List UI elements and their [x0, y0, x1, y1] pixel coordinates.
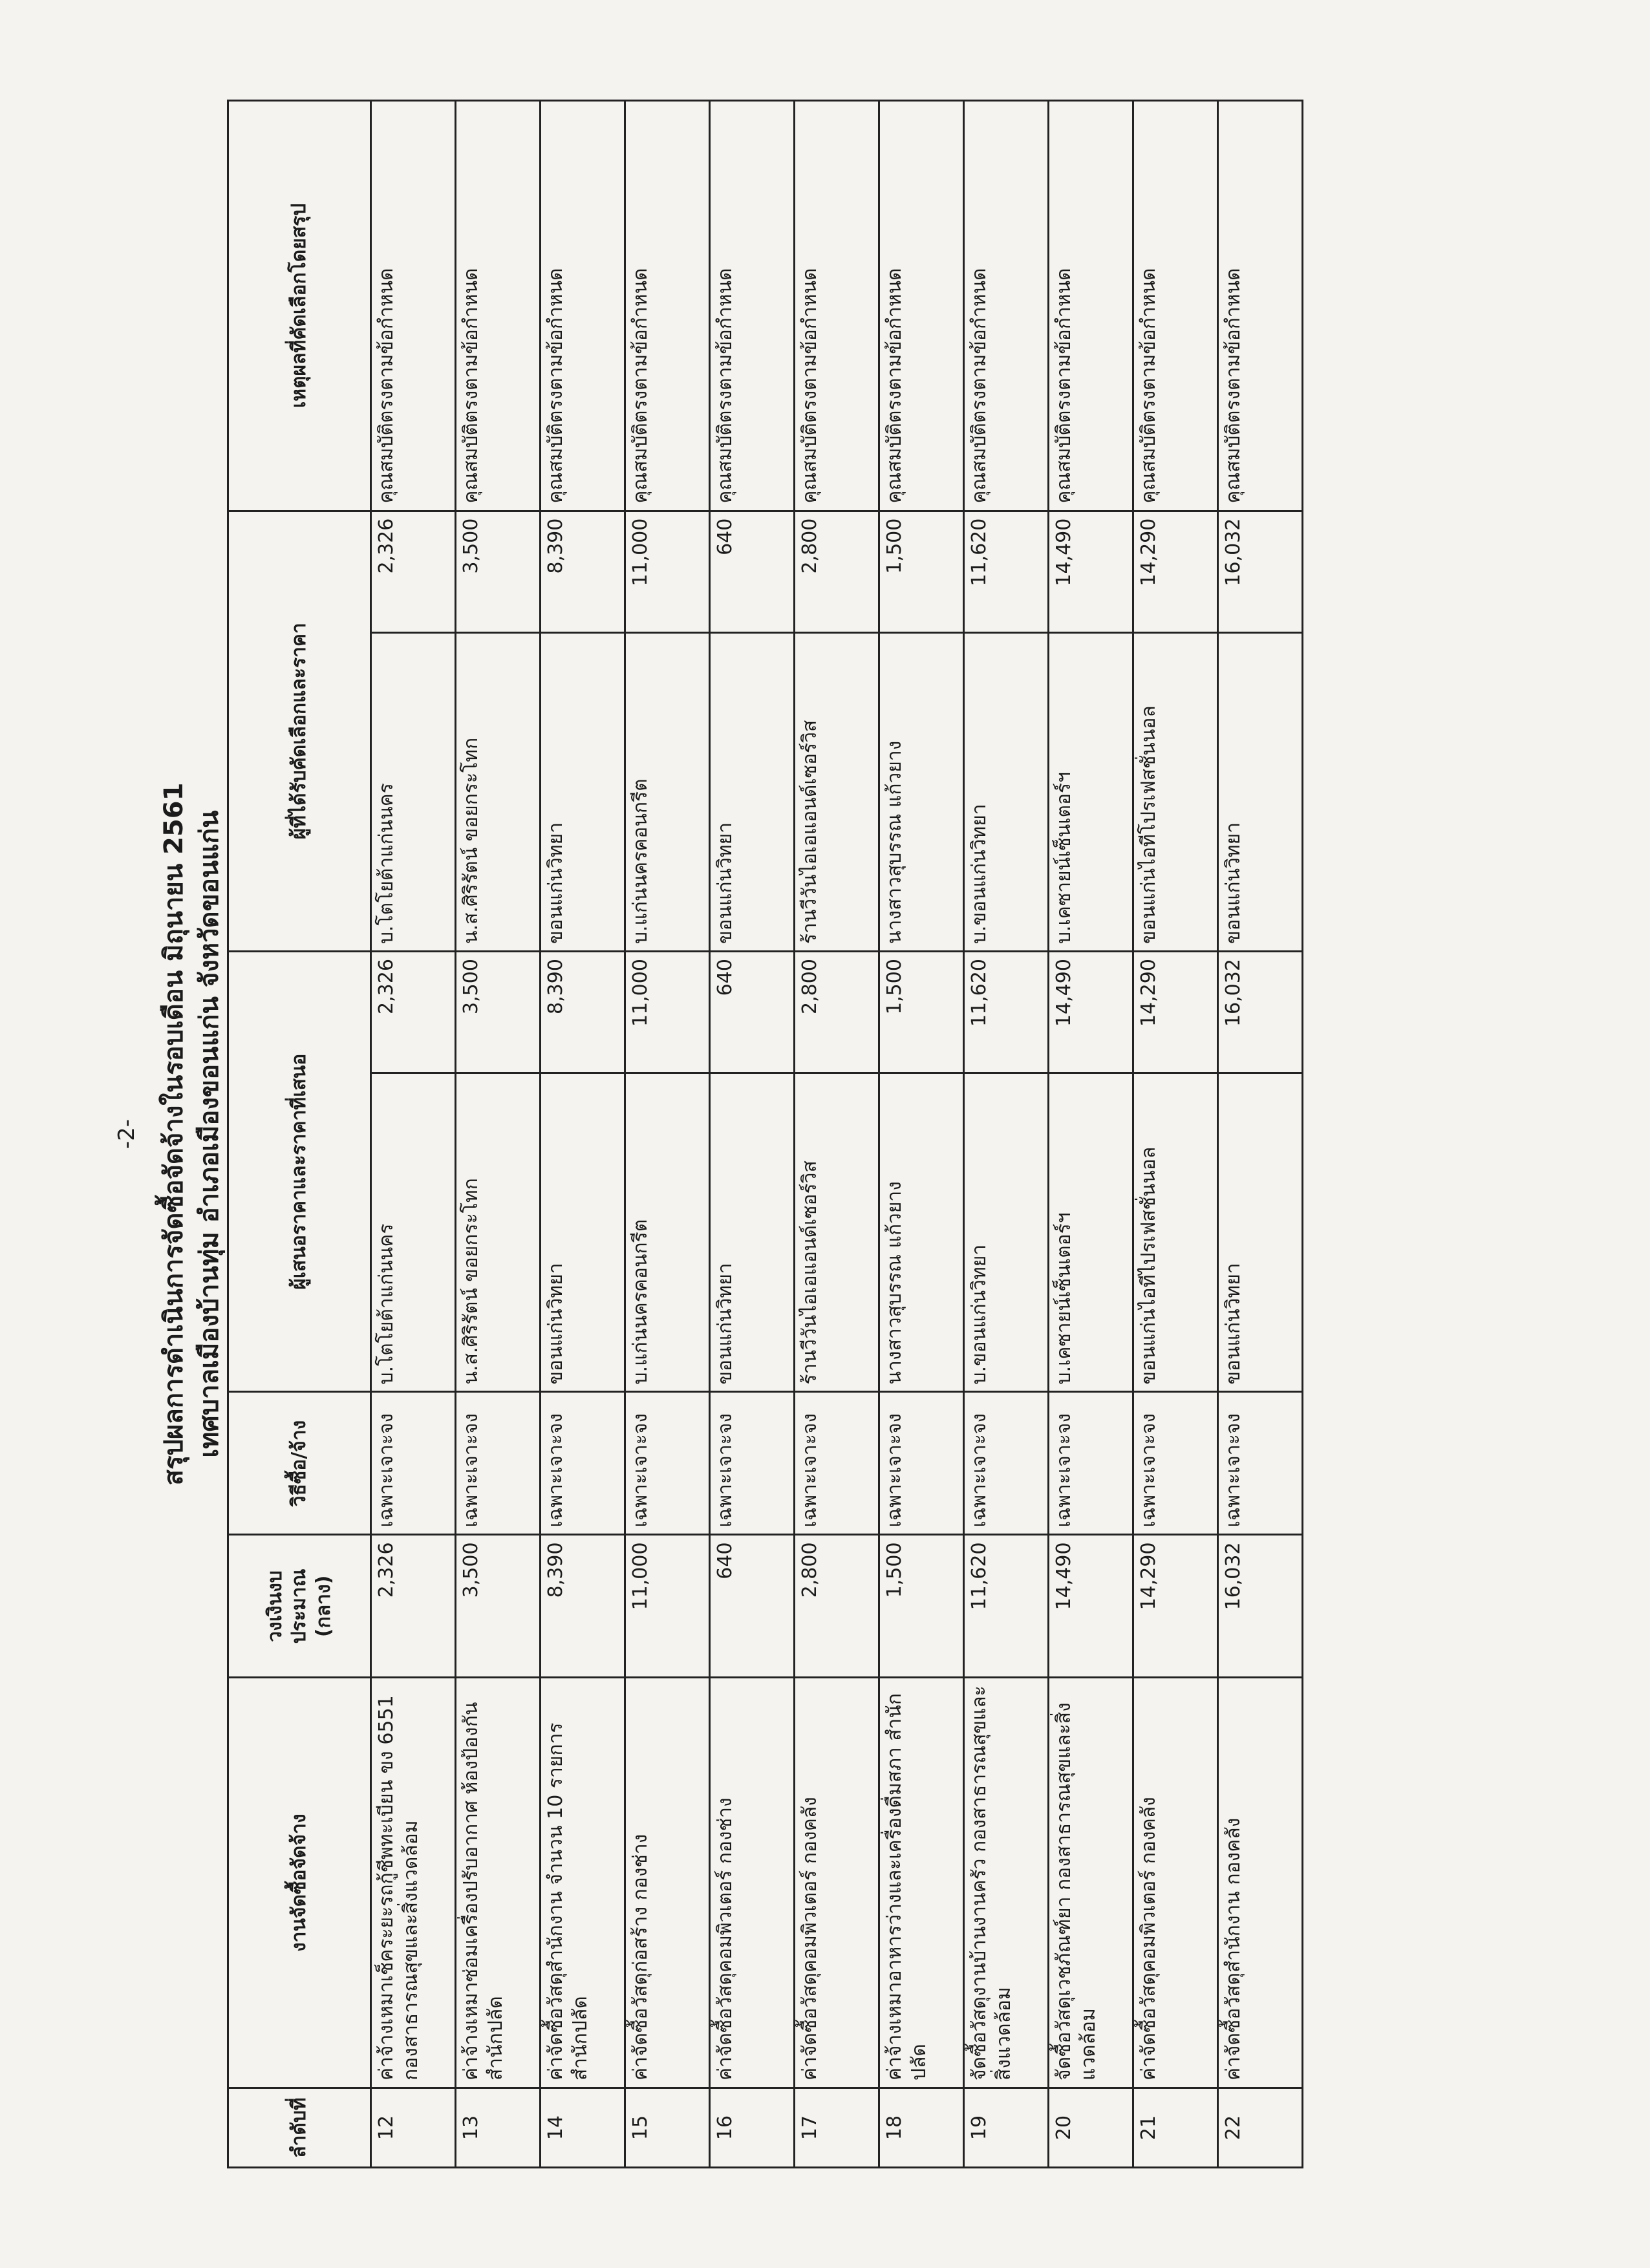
cell-win-price: 14,290	[1133, 511, 1218, 632]
cell-no: 12	[371, 2088, 456, 2168]
cell-bid-price: 2,326	[371, 952, 456, 1073]
cell-bidder: ขอนแก่นวิทยา	[710, 1073, 795, 1392]
table-header-row	[228, 101, 371, 2168]
cell-bid-price: 11,000	[625, 952, 710, 1073]
cell-reason: คุณสมบัติตรงตามข้อกำหนด	[371, 101, 456, 511]
cell-item: ค่าจัดซื้อวัสดุคอมพิวเตอร์ กองคลัง	[795, 1678, 879, 2088]
cell-win-price: 1,500	[879, 511, 964, 632]
cell-bid-price: 16,032	[1218, 952, 1303, 1073]
cell-win-price: 2,326	[371, 511, 456, 632]
cell-item: จัดซื้อวัสดุเวชภัณฑ์ยา กองสาธารณสุขและสิ่งแวดล้อม	[1049, 1678, 1133, 2088]
header-method: วิธีซื้อ/จ้าง	[228, 1392, 371, 1535]
cell-bid-price: 1,500	[879, 952, 964, 1073]
cell-win-price: 3,500	[456, 511, 541, 632]
cell-bidder: ขอนแก่นวิทยา	[541, 1073, 625, 1392]
cell-no: 16	[710, 2088, 795, 2168]
cell-winner: ขอนแก่นวิทยา	[710, 632, 795, 951]
cell-bid-price: 11,620	[964, 952, 1049, 1073]
table-row	[541, 101, 625, 2168]
procurement-table	[227, 100, 1303, 2168]
cell-item: ค่าจ้างเหมาอาหารว่างและเครื่องดื่มสภา สำนักปลัด	[879, 1678, 964, 2088]
cell-win-price: 640	[710, 511, 795, 632]
cell-item: ค่าจ้างเหมาซ่อมเครื่องปรับอากาศ ห้องป้องกัน สำนักปลัด	[456, 1678, 541, 2088]
cell-win-price: 16,032	[1218, 511, 1303, 632]
cell-item: ค่าจัดซื้อวัสดุคอมพิวเตอร์ กองช่าง	[710, 1678, 795, 2088]
cell-winner: บ.แก่นนครคอนกรีต	[625, 632, 710, 951]
header-winner: ผู้ที่ได้รับคัดเลือกและราคา	[228, 511, 371, 951]
table-row	[371, 101, 456, 2168]
cell-item: ค่าจัดซื้อวัสดุก่อสร้าง กองช่าง	[625, 1678, 710, 2088]
cell-winner: ขอนแก่นวิทยา	[541, 632, 625, 951]
cell-reason: คุณสมบัติตรงตามข้อกำหนด	[795, 101, 879, 511]
cell-budget: 11,000	[625, 1535, 710, 1678]
cell-winner: ขอนแก่นวิทยา	[1218, 632, 1303, 951]
cell-method: เฉพาะเจาะจง	[964, 1392, 1049, 1535]
cell-bid-price: 640	[710, 952, 795, 1073]
cell-budget: 16,032	[1218, 1535, 1303, 1678]
cell-item: จัดซื้อวัสดุงานบ้านงานครัว กองสาธารณสุขและสิ่งแวดล้อม	[964, 1678, 1049, 2088]
table-row	[625, 101, 710, 2168]
cell-method: เฉพาะเจาะจง	[625, 1392, 710, 1535]
cell-reason: คุณสมบัติตรงตามข้อกำหนด	[964, 101, 1049, 511]
table-body	[371, 101, 1303, 2168]
table-row	[795, 101, 879, 2168]
table-row	[1049, 101, 1133, 2168]
cell-winner: นางสาวสุบรรณ แก้วยาง	[879, 632, 964, 951]
cell-item: ค่าจ้างเหมาเช็คระยะรถกู้ชีพทะเบียน ขง 6551 กองสาธารณสุขและสิ่งแวดล้อม	[371, 1678, 456, 2088]
header-item: งานจัดซื้อจัดจ้าง	[228, 1678, 371, 2088]
cell-method: เฉพาะเจาะจง	[1133, 1392, 1218, 1535]
cell-method: เฉพาะเจาะจง	[456, 1392, 541, 1535]
cell-item: ค่าจัดซื้อวัสดุคอมพิวเตอร์ กองคลัง	[1133, 1678, 1218, 2088]
cell-reason: คุณสมบัติตรงตามข้อกำหนด	[879, 101, 964, 511]
header-reason: เหตุผลที่คัดเลือกโดยสรุป	[228, 101, 371, 511]
cell-win-price: 8,390	[541, 511, 625, 632]
cell-bidder: ขอนแก่นวิทยา	[1218, 1073, 1303, 1392]
cell-no: 21	[1133, 2088, 1218, 2168]
cell-reason: คุณสมบัติตรงตามข้อกำหนด	[1133, 101, 1218, 511]
cell-no: 15	[625, 2088, 710, 2168]
cell-method: เฉพาะเจาะจง	[371, 1392, 456, 1535]
cell-winner: บ.เคซายน์เซ็นเตอร์ฯ	[1049, 632, 1133, 951]
cell-reason: คุณสมบัติตรงตามข้อกำหนด	[541, 101, 625, 511]
cell-bid-price: 8,390	[541, 952, 625, 1073]
cell-bidder: ขอนแก่นไอทีไปรเฟสชั่นนอล	[1133, 1073, 1218, 1392]
cell-no: 14	[541, 2088, 625, 2168]
cell-budget: 3,500	[456, 1535, 541, 1678]
table-row	[456, 101, 541, 2168]
cell-budget: 640	[710, 1535, 795, 1678]
document-page	[114, 83, 1536, 2185]
cell-winner: น.ส.ศิริรัตน์ ขอยกระโทก	[456, 632, 541, 951]
cell-method: เฉพาะเจาะจง	[1049, 1392, 1133, 1535]
cell-budget: 11,620	[964, 1535, 1049, 1678]
cell-bidder: ร้านวีวันไอเอแอนด์เซอร์วิส	[795, 1073, 879, 1392]
cell-budget: 2,800	[795, 1535, 879, 1678]
cell-winner: ร้านวีวันไอเอแอนด์เซอร์วิส	[795, 632, 879, 951]
cell-item: ค่าจัดซื้อวัสดุสำนักงาน กองคลัง	[1218, 1678, 1303, 2088]
header-budget: วงเงินงบประมาณ (กลาง)	[228, 1535, 371, 1678]
cell-reason: คุณสมบัติตรงตามข้อกำหนด	[1049, 101, 1133, 511]
cell-bidder: บ.ขอนแก่นวิทยา	[964, 1073, 1049, 1392]
table-row	[1218, 101, 1303, 2168]
cell-reason: คุณสมบัติตรงตามข้อกำหนด	[710, 101, 795, 511]
report-subtitle: เทศบาลเมืองบ้านทุ่ม อำเภอเมืองขอนแก่น จังหวัดขอนแก่น	[195, 810, 224, 1458]
cell-no: 22	[1218, 2088, 1303, 2168]
cell-winner: บ.โตโยต้าแก่นนคร	[371, 632, 456, 951]
cell-bid-price: 14,290	[1133, 952, 1218, 1073]
cell-bid-price: 3,500	[456, 952, 541, 1073]
cell-no: 18	[879, 2088, 964, 2168]
cell-method: เฉพาะเจาะจง	[879, 1392, 964, 1535]
cell-method: เฉพาะเจาะจง	[795, 1392, 879, 1535]
cell-budget: 1,500	[879, 1535, 964, 1678]
cell-method: เฉพาะเจาะจง	[1218, 1392, 1303, 1535]
cell-win-price: 11,000	[625, 511, 710, 632]
table-row	[710, 101, 795, 2168]
cell-item: ค่าจัดซื้อวัสดุสำนักงาน จำนวน 10 รายการ สำนักปลัด	[541, 1678, 625, 2088]
cell-no: 13	[456, 2088, 541, 2168]
table-row	[1133, 101, 1218, 2168]
header-no: ลำดับที่	[228, 2088, 371, 2168]
cell-reason: คุณสมบัติตรงตามข้อกำหนด	[1218, 101, 1303, 511]
cell-reason: คุณสมบัติตรงตามข้อกำหนด	[625, 101, 710, 511]
cell-method: เฉพาะเจาะจง	[541, 1392, 625, 1535]
cell-bidder: บ.เคซายน์เซ็นเตอร์ฯ	[1049, 1073, 1133, 1392]
table-row	[879, 101, 964, 2168]
cell-bidder: บ.แก่นนครคอนกรีต	[625, 1073, 710, 1392]
cell-winner: ขอนแก่นไอทีโปรเฟสชั่นนอล	[1133, 632, 1218, 951]
cell-bidder: บ.โตโยต้าแก่นนคร	[371, 1073, 456, 1392]
cell-budget: 8,390	[541, 1535, 625, 1678]
cell-win-price: 14,490	[1049, 511, 1133, 632]
cell-no: 19	[964, 2088, 1049, 2168]
header-bidders: ผู้เสนอราคาและราคาที่เสนอ	[228, 952, 371, 1392]
cell-winner: บ.ขอนแก่นวิทยา	[964, 632, 1049, 951]
cell-bidder: นางสาวสุบรรณ แก้วยาง	[879, 1073, 964, 1392]
cell-no: 20	[1049, 2088, 1133, 2168]
cell-bid-price: 14,490	[1049, 952, 1133, 1073]
report-title: สรุปผลการดำเนินการจัดซื้อจัดจ้างในรอบเดือน มิถุนายน 2561	[159, 782, 189, 1486]
cell-budget: 14,490	[1049, 1535, 1133, 1678]
cell-bidder: น.ส.ศิริรัตน์ ขอยกระโทก	[456, 1073, 541, 1392]
cell-win-price: 2,800	[795, 511, 879, 632]
cell-budget: 14,290	[1133, 1535, 1218, 1678]
cell-budget: 2,326	[371, 1535, 456, 1678]
page-number: -2-	[114, 1118, 140, 1150]
cell-no: 17	[795, 2088, 879, 2168]
cell-method: เฉพาะเจาะจง	[710, 1392, 795, 1535]
cell-reason: คุณสมบัติตรงตามข้อกำหนด	[456, 101, 541, 511]
cell-bid-price: 2,800	[795, 952, 879, 1073]
table-row	[964, 101, 1049, 2168]
cell-win-price: 11,620	[964, 511, 1049, 632]
